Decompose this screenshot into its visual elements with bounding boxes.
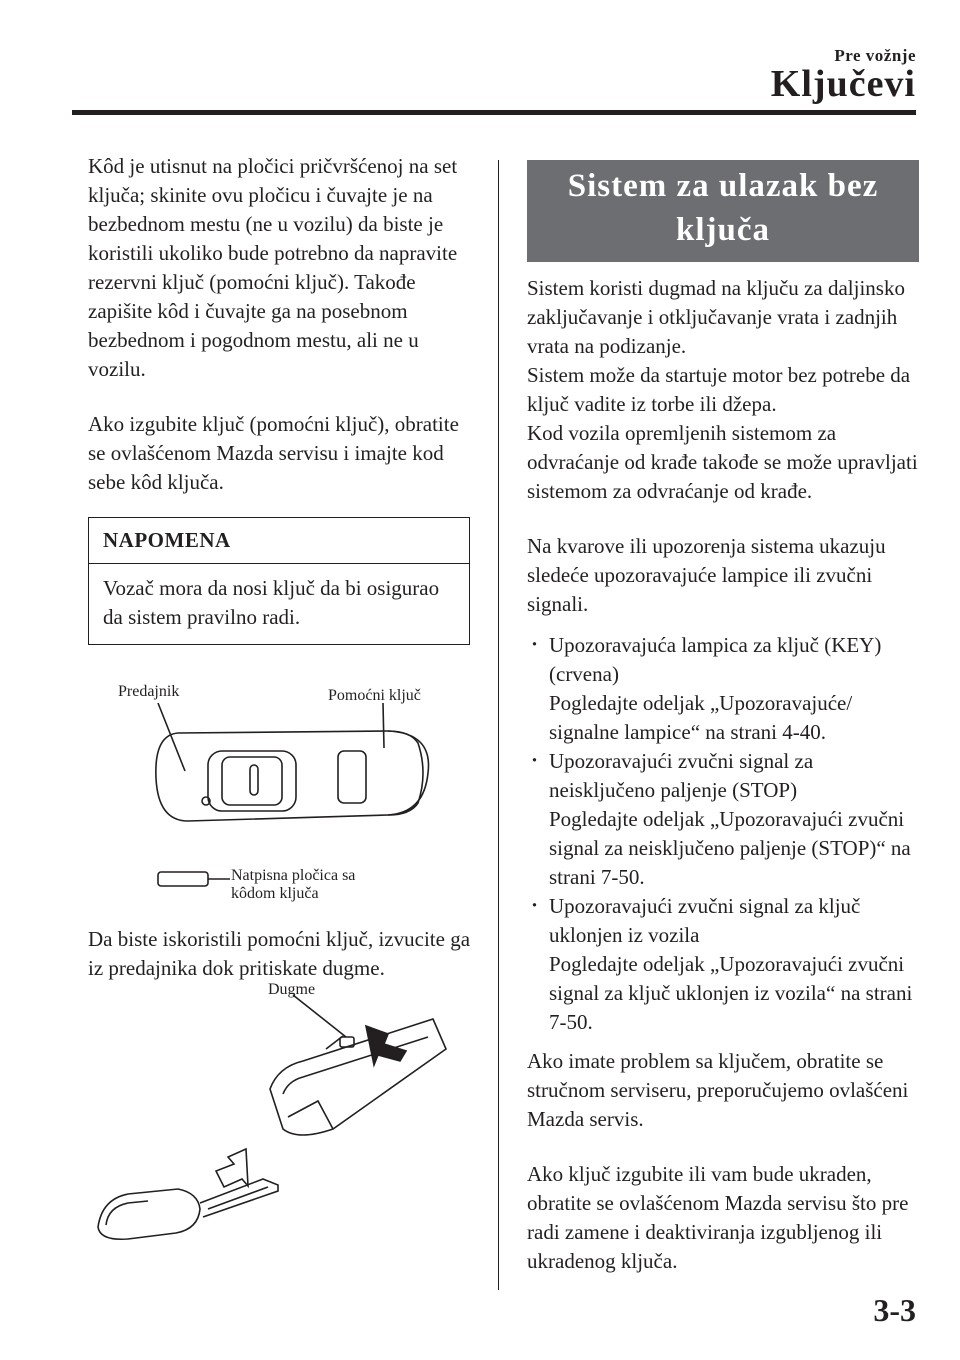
- label-transmitter: Predajnik: [118, 683, 180, 700]
- banner-line-1: Sistem za ulazak bez: [567, 168, 879, 204]
- column-divider: [498, 160, 499, 1290]
- label-aux-key: Pomoćni ključ: [328, 687, 421, 704]
- warning-list: [527, 631, 919, 1037]
- right-paragraph-1: Sistem koristi dugmad na ključu za daljinsko zaključavanje i otključavanje vrata i zadnjih vrata na podizanje.: [527, 276, 905, 358]
- warning-item-reference: Pogledajte odeljak „Upozoravajući zvučni signal za ključ uklonjen iz vozila“ na strani 7-50.: [549, 952, 913, 1034]
- banner-line-2: ključa: [675, 212, 770, 248]
- note-text: Vozač mora da nosi ključ da bi osigurao da sistem pravilno radi.: [103, 576, 440, 629]
- warning-item-reference: Pogledajte odeljak „Upozoravajuće/ signalne lampice“ na strani 4-40.: [549, 691, 853, 744]
- page-title: Ključevi: [770, 63, 916, 105]
- warning-item-title: · Upozoravajući zvučni signal za neisključeno paljenje (STOP): [549, 749, 814, 802]
- warning-item-title: · Upozoravajuća lampica za ključ (KEY) (crvena): [549, 633, 882, 686]
- key-removal-illustration: [88, 989, 473, 1259]
- warning-item-title: · Upozoravajući zvučni signal za ključ uklonjen iz vozila: [549, 894, 861, 947]
- warning-list-item: [527, 631, 919, 747]
- label-button: Dugme: [268, 981, 316, 998]
- header-section: Pre vožnje: [834, 46, 916, 65]
- note-box: [88, 517, 470, 645]
- left-paragraph-2: Ako izgubite ključ (pomoćni ključ), obratite se ovlašćenom Mazda servisu i imajte kod sebe kôd ključa.: [88, 412, 459, 494]
- right-paragraph-4: Na kvarove ili upozorenja sistema ukazuju sledeće upozoravajuće lampice ili zvučni signali.: [527, 534, 886, 616]
- right-paragraph-2: Sistem može da startuje motor bez potrebe da ključ vadite iz torbe ili džepa.: [527, 363, 911, 416]
- left-column: [88, 152, 473, 1259]
- header-rule: [72, 110, 916, 115]
- warning-list-item: [527, 892, 919, 1037]
- left-paragraph-1: Kôd je utisnut na pločici pričvršćenoj na set ključa; skinite ovu pločicu i čuvajte je na bezbednom mestu (ne u vozilu) da biste je koristili ukoliko bude potrebno da napravite rezervni ključ (pomoćni ključ). Takođe zapišite kôd i čuvajte ga na posebnom bezbednom i pogodnom mestu, ali ne u vozilu.: [88, 154, 458, 381]
- warning-item-reference: Pogledajte odeljak „Upozoravajući zvučni signal za neisključeno paljenje (STOP)“ na strani 7-50.: [549, 807, 911, 889]
- note-heading: NAPOMENA: [89, 518, 469, 564]
- label-plate-line-1: Natpisna pločica sa: [231, 867, 356, 884]
- label-plate-line-2: kôdom ključa: [231, 885, 319, 902]
- page-number: 3-3: [873, 1292, 916, 1328]
- right-paragraph-6: Ako ključ izgubite ili vam bude ukraden, obratite se ovlašćenom Mazda servisu što pre radi zamene i deaktiviranja izgubljenog ili ukradenog ključa.: [527, 1162, 909, 1273]
- section-banner: [527, 160, 919, 262]
- key-fob-figure: [88, 673, 473, 913]
- right-paragraph-3: Kod vozila opremljenih sistemom za odvraćanje od krađe takođe se može upravljati sistemom za odvraćanje od krađe.: [527, 421, 918, 503]
- key-removal-figure: [88, 981, 473, 1259]
- right-paragraph-5: Ako imate problem sa ključem, obratite se stručnom serviseru, preporučujemo ovlašćeni Mazda servis.: [527, 1049, 909, 1131]
- right-column: [527, 160, 919, 1276]
- left-paragraph-3: Da biste iskoristili pomoćni ključ, izvucite ga iz predajnika dok pritiskate dugme.: [88, 927, 471, 980]
- warning-list-item: [527, 747, 919, 892]
